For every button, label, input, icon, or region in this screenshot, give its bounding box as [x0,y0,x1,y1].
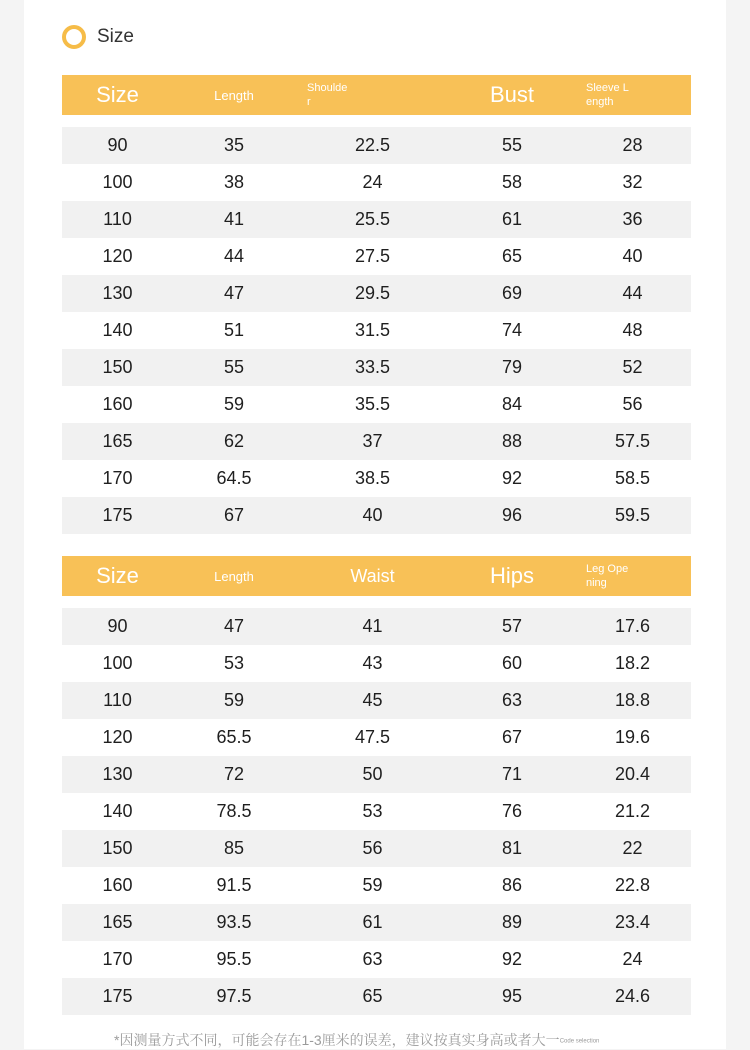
table-row [62,275,691,312]
table-cell: 170 [102,949,133,969]
table-spacer [62,115,691,127]
table-cell: 37 [295,423,450,460]
table-cell: 48 [622,320,643,340]
table-cell: 92 [501,949,523,969]
table-cell: 18.8 [574,682,691,719]
table-cell: 130 [62,756,173,793]
table-cell: 95.5 [216,949,252,969]
table-cell: 35 [173,127,295,164]
table-cell: 160 [102,875,133,895]
header-size: Size [62,556,173,596]
table-spacer-cell [62,115,691,127]
table-cell: 58.5 [614,468,651,488]
table-cell: 22.8 [614,875,651,895]
table-cell: 165 [62,423,173,460]
table-cell: 90 [62,127,173,164]
header-sleeve-length: Sleeve L ength [574,75,691,115]
header-shoulder: Shoulde r [295,75,450,115]
table-spacer [62,596,691,608]
table-row [62,386,691,423]
table-cell: 97.5 [173,978,295,1015]
table-cell: 92 [501,468,523,488]
table-cell: 150 [62,830,173,867]
table-cell: 58 [501,172,523,192]
table-row [62,312,691,349]
table-cell: 61 [295,904,450,941]
table-cell: 57 [450,608,574,645]
header-size: Size [62,75,173,115]
table-cell: 52 [574,349,691,386]
table-cell: 27.5 [354,246,391,266]
table-cell: 45 [295,682,450,719]
table-header-row [62,556,691,596]
table-cell: 25.5 [295,201,450,238]
table-cell: 32 [622,172,643,192]
table-cell: 140 [102,320,133,340]
table-cell: 17.6 [574,608,691,645]
table-row [62,793,691,830]
table-cell: 35.5 [354,394,391,414]
footnote [114,1030,599,1050]
table-cell: 72 [173,756,295,793]
bottom-size-table [62,556,691,1015]
table-cell: 47.5 [354,727,391,747]
table-cell: 69 [450,275,574,312]
table-row [62,978,691,1015]
table-cell: 64.5 [216,468,252,488]
table-cell: 50 [295,756,450,793]
table-cell: 59.5 [574,497,691,534]
table-row [62,645,691,682]
table-cell: 93.5 [173,904,295,941]
table-cell: 53 [223,653,245,673]
table-row [62,423,691,460]
header-length: Length [173,75,295,115]
table-cell: 56 [622,394,643,414]
table-cell: 170 [102,468,133,488]
table-cell: 47 [173,608,295,645]
table-cell: 84 [501,394,523,414]
table-cell: 44 [223,246,245,266]
table-cell: 41 [173,201,295,238]
table-cell: 160 [102,394,133,414]
table-cell: 175 [62,978,173,1015]
top-size-table [62,75,691,534]
table-row [62,238,691,275]
table-cell: 86 [501,875,523,895]
table-cell: 24 [362,172,383,192]
table-spacer-cell [62,596,691,608]
table-cell: 40 [295,497,450,534]
table-row [62,127,691,164]
table-row [62,349,691,386]
table-cell: 79 [450,349,574,386]
table-cell: 23.4 [574,904,691,941]
table-row [62,830,691,867]
table-cell: 120 [102,246,133,266]
table-cell: 55 [173,349,295,386]
header-waist: Waist [295,556,450,596]
table-cell: 22.5 [295,127,450,164]
table-cell: 175 [62,497,173,534]
table-cell: 20.4 [574,756,691,793]
table-cell: 90 [62,608,173,645]
table-cell: 28 [574,127,691,164]
table-cell: 40 [622,246,643,266]
table-cell: 85 [173,830,295,867]
ring-icon [62,25,86,49]
table-cell: 29.5 [295,275,450,312]
table-cell: 36 [574,201,691,238]
table-cell: 110 [62,682,173,719]
table-cell: 78.5 [216,801,252,821]
table-cell: 33.5 [295,349,450,386]
table-cell: 96 [450,497,574,534]
table-cell: 65 [295,978,450,1015]
table-cell: 56 [295,830,450,867]
table-cell: 61 [450,201,574,238]
table-row [62,682,691,719]
table-cell: 53 [362,801,383,821]
table-cell: 140 [102,801,133,821]
table-cell: 24.6 [574,978,691,1015]
table-cell: 21.2 [614,801,651,821]
table-cell: 95 [450,978,574,1015]
table-cell: 47 [173,275,295,312]
footnote-suffix: Code selection [559,1038,600,1045]
table-cell: 38 [223,172,245,192]
table-cell: 150 [62,349,173,386]
table-cell: 67 [173,497,295,534]
table-cell: 100 [102,653,133,673]
header-length: Length [173,556,295,596]
table-cell: 59 [362,875,383,895]
table-cell: 51 [223,320,245,340]
table-cell: 100 [102,172,133,192]
table-cell: 31.5 [354,320,391,340]
table-cell: 57.5 [574,423,691,460]
table-row [62,904,691,941]
table-cell: 165 [62,904,173,941]
table-cell: 24 [622,949,643,969]
table-cell: 110 [62,201,173,238]
table-cell: 71 [450,756,574,793]
table-cell: 88 [450,423,574,460]
table-cell: 59 [173,682,295,719]
table-cell: 22 [574,830,691,867]
section-title: Size [97,26,134,47]
table-row [62,608,691,645]
table-cell: 60 [501,653,523,673]
table-cell: 62 [173,423,295,460]
table-row [62,497,691,534]
table-row [62,941,691,978]
header-hips: Hips [450,556,574,596]
table-cell: 67 [501,727,523,747]
table-cell: 81 [450,830,574,867]
table-row [62,867,691,904]
header-bust: Bust [450,75,574,115]
table-cell: 41 [295,608,450,645]
table-cell: 43 [362,653,383,673]
table-cell: 76 [501,801,523,821]
table-cell: 89 [450,904,574,941]
table-cell: 130 [62,275,173,312]
table-row [62,756,691,793]
table-cell: 55 [450,127,574,164]
table-cell: 65 [501,246,523,266]
table-cell: 63 [450,682,574,719]
table-header-row [62,75,691,115]
table-cell: 38.5 [354,468,391,488]
table-row [62,201,691,238]
table-cell: 91.5 [216,875,252,895]
table-cell: 74 [501,320,523,340]
table-cell: 44 [574,275,691,312]
table-row [62,460,691,497]
table-cell: 59 [223,394,245,414]
table-cell: 120 [102,727,133,747]
section-header [62,22,134,52]
footnote-text: *因测量方式不同，可能会存在1-3厘米的误差，建议按真实身高或者大一 [114,1032,560,1048]
table-cell: 65.5 [216,727,252,747]
table-cell: 19.6 [614,727,651,747]
table-cell: 18.2 [614,653,651,673]
table-row [62,719,691,756]
table-row [62,164,691,201]
header-leg-opening: Leg Ope ning [574,556,691,596]
table-cell: 63 [362,949,383,969]
